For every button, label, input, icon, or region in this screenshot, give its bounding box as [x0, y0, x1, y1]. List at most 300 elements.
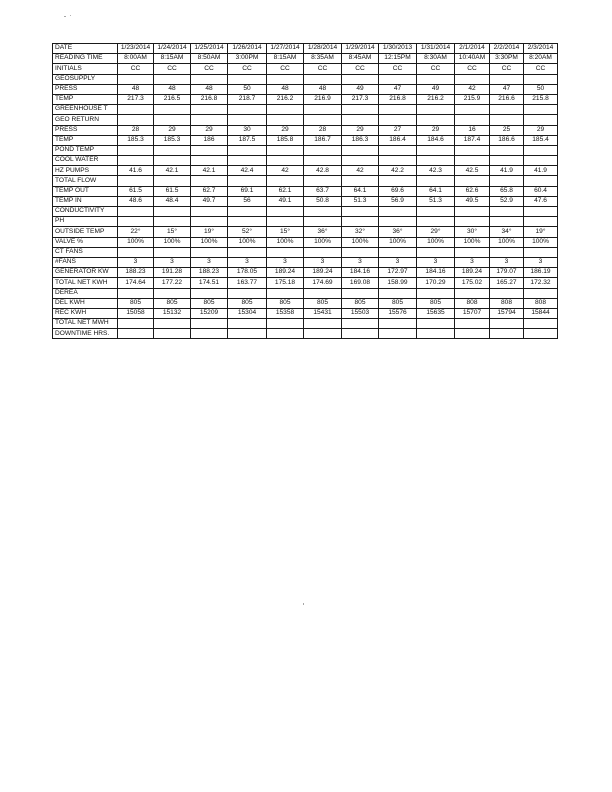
table-cell: 12:15PM: [379, 54, 417, 64]
table-cell: 8:30AM: [417, 54, 455, 64]
table-row: [53, 298, 558, 308]
table-cell: 42.4: [228, 166, 267, 176]
table-cell: 22°: [118, 227, 154, 237]
table-row: [53, 105, 558, 115]
scan-speck: [70, 15, 71, 16]
table-cell: 27: [379, 125, 417, 135]
date-header-cell: 1/25/2014: [191, 44, 228, 54]
row-label: TOTAL NET MWH: [53, 319, 118, 329]
table-cell: 186.19: [524, 268, 558, 278]
table-cell: 65.8: [490, 186, 524, 196]
table-cell: 32°: [342, 227, 379, 237]
table-cell: [379, 115, 417, 125]
row-label: TOTAL NET KWH: [53, 278, 118, 288]
table-cell: [455, 156, 490, 166]
table-cell: 805: [228, 298, 267, 308]
table-cell: 3: [342, 257, 379, 267]
table-cell: 48: [191, 84, 228, 94]
table-cell: [490, 105, 524, 115]
table-cell: 48: [267, 84, 304, 94]
table-cell: CC: [524, 64, 558, 74]
table-cell: 100%: [228, 237, 267, 247]
table-cell: [267, 156, 304, 166]
table-cell: 805: [379, 298, 417, 308]
table-cell: 805: [342, 298, 379, 308]
table-cell: 216.8: [191, 94, 228, 104]
table-cell: 189.24: [267, 268, 304, 278]
table-cell: 808: [524, 298, 558, 308]
table-cell: 3:30PM: [490, 54, 524, 64]
table-cell: 15°: [267, 227, 304, 237]
table-cell: CC: [118, 64, 154, 74]
table-cell: 29: [154, 125, 191, 135]
table-cell: 8:15AM: [267, 54, 304, 64]
table-cell: [191, 145, 228, 155]
table-cell: [154, 176, 191, 186]
table-cell: [417, 217, 455, 227]
row-label: POND TEMP: [53, 145, 118, 155]
table-cell: [228, 74, 267, 84]
table-cell: 100%: [455, 237, 490, 247]
table-row: [53, 217, 558, 227]
table-cell: [524, 217, 558, 227]
table-cell: 47.6: [524, 196, 558, 206]
table-cell: [304, 74, 342, 84]
table-cell: 42.8: [304, 166, 342, 176]
table-cell: 3: [490, 257, 524, 267]
table-cell: [304, 105, 342, 115]
table-cell: [342, 145, 379, 155]
table-cell: [524, 74, 558, 84]
table-cell: [455, 207, 490, 217]
table-cell: 15132: [154, 308, 191, 318]
table-cell: 69.6: [379, 186, 417, 196]
table-cell: 51.3: [417, 196, 455, 206]
table-cell: [379, 217, 417, 227]
table-cell: [417, 156, 455, 166]
table-cell: CC: [267, 64, 304, 74]
table-cell: [304, 176, 342, 186]
table-cell: 51.3: [342, 196, 379, 206]
table-cell: 8:45AM: [342, 54, 379, 64]
table-row: [53, 84, 558, 94]
table-cell: 170.29: [417, 278, 455, 288]
row-label: READING TIME: [53, 54, 118, 64]
table-cell: 186.6: [490, 135, 524, 145]
table-cell: [379, 74, 417, 84]
date-header-cell: 1/23/2014: [118, 44, 154, 54]
table-cell: [490, 288, 524, 298]
table-cell: [154, 105, 191, 115]
table-cell: 100%: [304, 237, 342, 247]
table-cell: 19°: [524, 227, 558, 237]
table-cell: [524, 145, 558, 155]
table-cell: [417, 329, 455, 339]
table-cell: [267, 247, 304, 257]
row-label: GEO RETURN: [53, 115, 118, 125]
table-cell: [304, 319, 342, 329]
row-label: TEMP: [53, 94, 118, 104]
row-label: REC KWH: [53, 308, 118, 318]
table-cell: 42.2: [379, 166, 417, 176]
table-cell: 25: [490, 125, 524, 135]
row-label: TOTAL FLOW: [53, 176, 118, 186]
table-cell: 61.5: [154, 186, 191, 196]
table-cell: [379, 105, 417, 115]
table-row: [53, 115, 558, 125]
table-cell: 50: [228, 84, 267, 94]
row-label: TEMP IN: [53, 196, 118, 206]
table-cell: 185.3: [118, 135, 154, 145]
table-cell: 49.5: [455, 196, 490, 206]
table-cell: [524, 156, 558, 166]
table-cell: 48.6: [118, 196, 154, 206]
table-cell: [191, 156, 228, 166]
table-cell: 188.23: [118, 268, 154, 278]
row-label: TEMP OUT: [53, 186, 118, 196]
table-cell: [228, 329, 267, 339]
table-cell: [417, 74, 455, 84]
table-cell: [379, 319, 417, 329]
table-cell: 100%: [490, 237, 524, 247]
table-cell: 808: [455, 298, 490, 308]
row-label: INITIALS: [53, 64, 118, 74]
table-cell: 15576: [379, 308, 417, 318]
table-cell: 185.3: [154, 135, 191, 145]
table-row: [53, 247, 558, 257]
table-cell: 3: [417, 257, 455, 267]
table-cell: [191, 207, 228, 217]
table-cell: 189.24: [455, 268, 490, 278]
table-cell: [118, 115, 154, 125]
table-cell: [267, 105, 304, 115]
table-cell: 48: [154, 84, 191, 94]
table-cell: [379, 207, 417, 217]
table-cell: CC: [379, 64, 417, 74]
table-cell: 29: [417, 125, 455, 135]
table-cell: [267, 319, 304, 329]
table-cell: 42: [267, 166, 304, 176]
row-label: HZ PUMPS: [53, 166, 118, 176]
table-cell: [417, 176, 455, 186]
table-cell: [379, 247, 417, 257]
table-cell: [191, 115, 228, 125]
table-cell: CC: [342, 64, 379, 74]
table-row: [53, 125, 558, 135]
date-header-cell: 2/2/2014: [490, 44, 524, 54]
date-header-cell: 1/30/2013: [379, 44, 417, 54]
table-row: [53, 257, 558, 267]
table-cell: [228, 145, 267, 155]
table-cell: 184.16: [417, 268, 455, 278]
table-cell: [118, 145, 154, 155]
table-cell: [304, 207, 342, 217]
table-cell: 30°: [455, 227, 490, 237]
table-cell: 189.24: [304, 268, 342, 278]
table-cell: 805: [417, 298, 455, 308]
table-cell: [118, 217, 154, 227]
row-label: #FANS: [53, 257, 118, 267]
table-cell: 805: [267, 298, 304, 308]
table-cell: 184.6: [417, 135, 455, 145]
table-cell: [267, 217, 304, 227]
row-label: GENERATOR KW: [53, 268, 118, 278]
table-cell: [524, 105, 558, 115]
table-cell: 217.3: [118, 94, 154, 104]
table-cell: [490, 207, 524, 217]
table-cell: 50: [524, 84, 558, 94]
table-cell: 217.3: [342, 94, 379, 104]
table-cell: 179.07: [490, 268, 524, 278]
table-cell: [267, 207, 304, 217]
table-cell: [342, 217, 379, 227]
table-cell: [342, 74, 379, 84]
table-cell: [154, 156, 191, 166]
table-row: [53, 64, 558, 74]
row-label: PH: [53, 217, 118, 227]
table-cell: 49: [342, 84, 379, 94]
table-cell: 100%: [417, 237, 455, 247]
table-cell: [379, 156, 417, 166]
table-cell: 186.7: [304, 135, 342, 145]
table-cell: 186: [191, 135, 228, 145]
table-cell: 8:15AM: [154, 54, 191, 64]
table-cell: [118, 74, 154, 84]
table-cell: 185.8: [267, 135, 304, 145]
table-cell: [228, 105, 267, 115]
table-cell: [118, 176, 154, 186]
table-cell: [267, 145, 304, 155]
table-cell: [228, 176, 267, 186]
table-cell: 169.08: [342, 278, 379, 288]
table-cell: 15431: [304, 308, 342, 318]
table-cell: [379, 329, 417, 339]
table-cell: [304, 156, 342, 166]
table-cell: [228, 247, 267, 257]
table-cell: [524, 176, 558, 186]
table-cell: CC: [417, 64, 455, 74]
table-cell: 64.1: [342, 186, 379, 196]
table-cell: 3: [524, 257, 558, 267]
table-row: [53, 308, 558, 318]
table-cell: 3: [379, 257, 417, 267]
date-header-cell: 2/3/2014: [524, 44, 558, 54]
table-cell: 188.23: [191, 268, 228, 278]
table-cell: [490, 145, 524, 155]
table-cell: [191, 329, 228, 339]
table-cell: 15209: [191, 308, 228, 318]
table-cell: [455, 145, 490, 155]
table-cell: 100%: [267, 237, 304, 247]
table-cell: [379, 288, 417, 298]
table-cell: 175.02: [455, 278, 490, 288]
table-cell: [267, 115, 304, 125]
table-cell: 29: [191, 125, 228, 135]
table-cell: 100%: [379, 237, 417, 247]
table-cell: [154, 319, 191, 329]
table-cell: 15058: [118, 308, 154, 318]
table-cell: [342, 319, 379, 329]
table-cell: 50.8: [304, 196, 342, 206]
table-cell: [118, 319, 154, 329]
table-cell: 10:40AM: [455, 54, 490, 64]
row-label: GREENHOUSE T: [53, 105, 118, 115]
table-cell: [228, 217, 267, 227]
table-cell: [191, 319, 228, 329]
table-cell: 30: [228, 125, 267, 135]
table-cell: 15635: [417, 308, 455, 318]
table-cell: [455, 288, 490, 298]
table-cell: 48.4: [154, 196, 191, 206]
table-cell: 808: [490, 298, 524, 308]
table-cell: 172.32: [524, 278, 558, 288]
row-label: CT FANS: [53, 247, 118, 257]
table-cell: [304, 145, 342, 155]
table-cell: 215.9: [455, 94, 490, 104]
table-row: [53, 94, 558, 104]
table-cell: 3: [154, 257, 191, 267]
table-cell: [154, 74, 191, 84]
table-cell: 61.5: [118, 186, 154, 196]
table-cell: [455, 105, 490, 115]
table-cell: 29: [524, 125, 558, 135]
table-cell: [524, 329, 558, 339]
table-cell: 216.8: [379, 94, 417, 104]
row-label: TEMP: [53, 135, 118, 145]
scan-speck: [64, 16, 66, 17]
scan-speck: [303, 603, 304, 605]
table-cell: 29: [342, 125, 379, 135]
table-cell: 805: [304, 298, 342, 308]
table-cell: [304, 288, 342, 298]
table-cell: [342, 329, 379, 339]
table-cell: [154, 145, 191, 155]
table-cell: 100%: [118, 237, 154, 247]
table-cell: [191, 176, 228, 186]
table-cell: 56.9: [379, 196, 417, 206]
table-cell: [228, 207, 267, 217]
table-cell: 100%: [342, 237, 379, 247]
table-cell: 177.22: [154, 278, 191, 288]
table-cell: 15304: [228, 308, 267, 318]
table-cell: 56: [228, 196, 267, 206]
table-cell: [490, 74, 524, 84]
table-cell: [455, 176, 490, 186]
table-cell: [228, 115, 267, 125]
table-row: [53, 329, 558, 339]
table-cell: 805: [191, 298, 228, 308]
table-cell: [490, 176, 524, 186]
table-cell: 29°: [417, 227, 455, 237]
table-cell: [154, 115, 191, 125]
table-cell: [490, 115, 524, 125]
table-cell: [524, 319, 558, 329]
table-cell: 63.7: [304, 186, 342, 196]
table-cell: [118, 156, 154, 166]
table-row: [53, 278, 558, 288]
date-header-cell: 1/28/2014: [304, 44, 342, 54]
table-cell: 216.2: [267, 94, 304, 104]
header-row: [53, 44, 558, 54]
table-row: [53, 54, 558, 64]
table-cell: 174.64: [118, 278, 154, 288]
plant-readings-table: [52, 43, 558, 339]
table-cell: 15707: [455, 308, 490, 318]
table-cell: [342, 105, 379, 115]
table-cell: 216.6: [490, 94, 524, 104]
table-cell: 36°: [304, 227, 342, 237]
table-cell: 187.5: [228, 135, 267, 145]
table-cell: [455, 217, 490, 227]
table-cell: 3: [267, 257, 304, 267]
table-cell: [455, 329, 490, 339]
table-cell: [304, 115, 342, 125]
table-cell: 218.7: [228, 94, 267, 104]
table-cell: [118, 329, 154, 339]
table-cell: [118, 105, 154, 115]
table-row: [53, 196, 558, 206]
table-cell: [455, 319, 490, 329]
table-cell: [267, 288, 304, 298]
table-cell: [267, 329, 304, 339]
table-cell: 69.1: [228, 186, 267, 196]
table-cell: [304, 217, 342, 227]
table-cell: [228, 156, 267, 166]
table-cell: [342, 115, 379, 125]
table-cell: [154, 207, 191, 217]
row-label: PRESS: [53, 125, 118, 135]
table-cell: [417, 207, 455, 217]
table-cell: 100%: [154, 237, 191, 247]
table-cell: 165.27: [490, 278, 524, 288]
table-cell: [417, 145, 455, 155]
table-cell: 49: [417, 84, 455, 94]
table-cell: 28: [118, 125, 154, 135]
table-row: [53, 176, 558, 186]
table-cell: [267, 176, 304, 186]
table-cell: 215.8: [524, 94, 558, 104]
table-cell: 186.4: [379, 135, 417, 145]
table-cell: 216.9: [304, 94, 342, 104]
table-cell: 8:20AM: [524, 54, 558, 64]
table-cell: [490, 329, 524, 339]
table-cell: 60.4: [524, 186, 558, 196]
table-cell: [455, 247, 490, 257]
table-cell: [417, 105, 455, 115]
table-cell: 174.69: [304, 278, 342, 288]
table-cell: [524, 207, 558, 217]
table-cell: 52°: [228, 227, 267, 237]
table-cell: 34°: [490, 227, 524, 237]
table-cell: 36°: [379, 227, 417, 237]
table-cell: 47: [379, 84, 417, 94]
table-cell: 15794: [490, 308, 524, 318]
table-cell: CC: [304, 64, 342, 74]
table-cell: 3:00PM: [228, 54, 267, 64]
table-cell: 158.99: [379, 278, 417, 288]
table-cell: 3: [118, 257, 154, 267]
table-cell: 19°: [191, 227, 228, 237]
table-cell: 29: [267, 125, 304, 135]
table-cell: [154, 329, 191, 339]
table-cell: 216.5: [154, 94, 191, 104]
table-cell: 41.9: [524, 166, 558, 176]
table-cell: [379, 145, 417, 155]
table-cell: [342, 156, 379, 166]
table-cell: [154, 247, 191, 257]
table-cell: [417, 247, 455, 257]
table-cell: [118, 207, 154, 217]
